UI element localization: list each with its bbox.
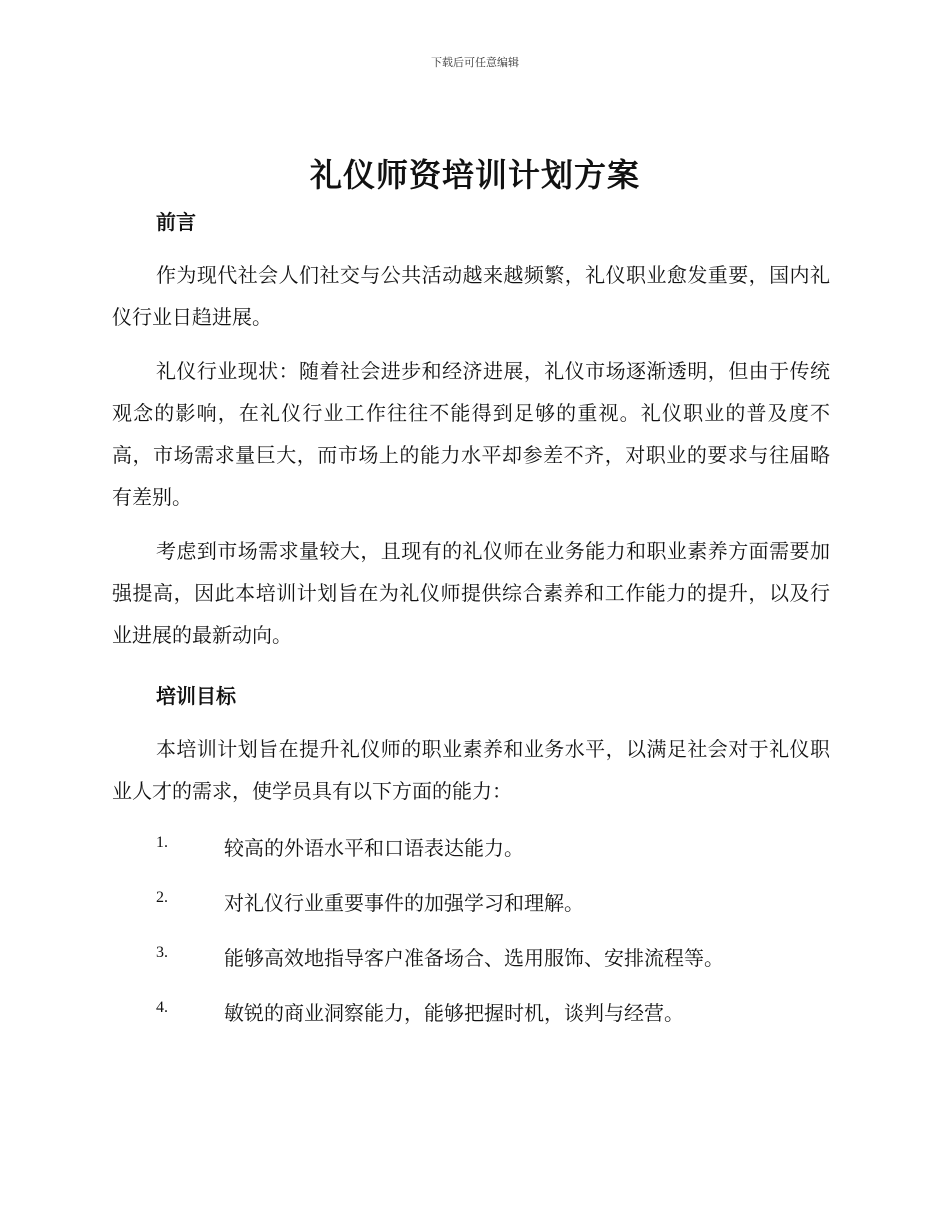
list-text: 对礼仪行业重要事件的加强学习和理解。 bbox=[224, 891, 584, 915]
paragraph: 本培训计划旨在提升礼仪师的职业素养和业务水平，以满足社会对于礼仪职业人才的需求，使学员具有以下方面的能力： bbox=[112, 737, 830, 803]
paragraph: 礼仪行业现状：随着社会进步和经济进展，礼仪市场逐渐透明，但由于传统观念的影响，在礼仪行业工作往往不能得到足够的重视。礼仪职业的普及度不高，市场需求量巨大，而市场上的能力水平却参差不齐，对职业的要求与往届略有差别。 bbox=[112, 359, 830, 509]
list-number: 1. bbox=[156, 834, 168, 851]
list-number: 3. bbox=[156, 944, 168, 961]
list-text: 能够高效地指导客户准备场合、选用服饰、安排流程等。 bbox=[224, 946, 724, 970]
section-heading-preface: 前言 bbox=[156, 210, 196, 234]
paragraph: 作为现代社会人们社交与公共活动越来越频繁，礼仪职业愈发重要，国内礼仪行业日趋进展。 bbox=[112, 263, 830, 329]
document-title: 礼仪师资培训计划方案 bbox=[309, 156, 640, 194]
list-number: 2. bbox=[156, 889, 168, 906]
list-text: 敏锐的商业洞察能力，能够把握时机，谈判与经营。 bbox=[224, 1001, 684, 1025]
list-number: 4. bbox=[156, 999, 168, 1016]
paragraph: 考虑到市场需求量较大，且现有的礼仪师在业务能力和职业素养方面需要加强提高，因此本培训计划旨在为礼仪师提供综合素养和工作能力的提升，以及行业进展的最新动向。 bbox=[112, 539, 830, 647]
header-note: 下载后可任意编辑 bbox=[431, 56, 519, 69]
section-heading-goals: 培训目标 bbox=[156, 684, 236, 708]
list-text: 较高的外语水平和口语表达能力。 bbox=[224, 836, 524, 860]
